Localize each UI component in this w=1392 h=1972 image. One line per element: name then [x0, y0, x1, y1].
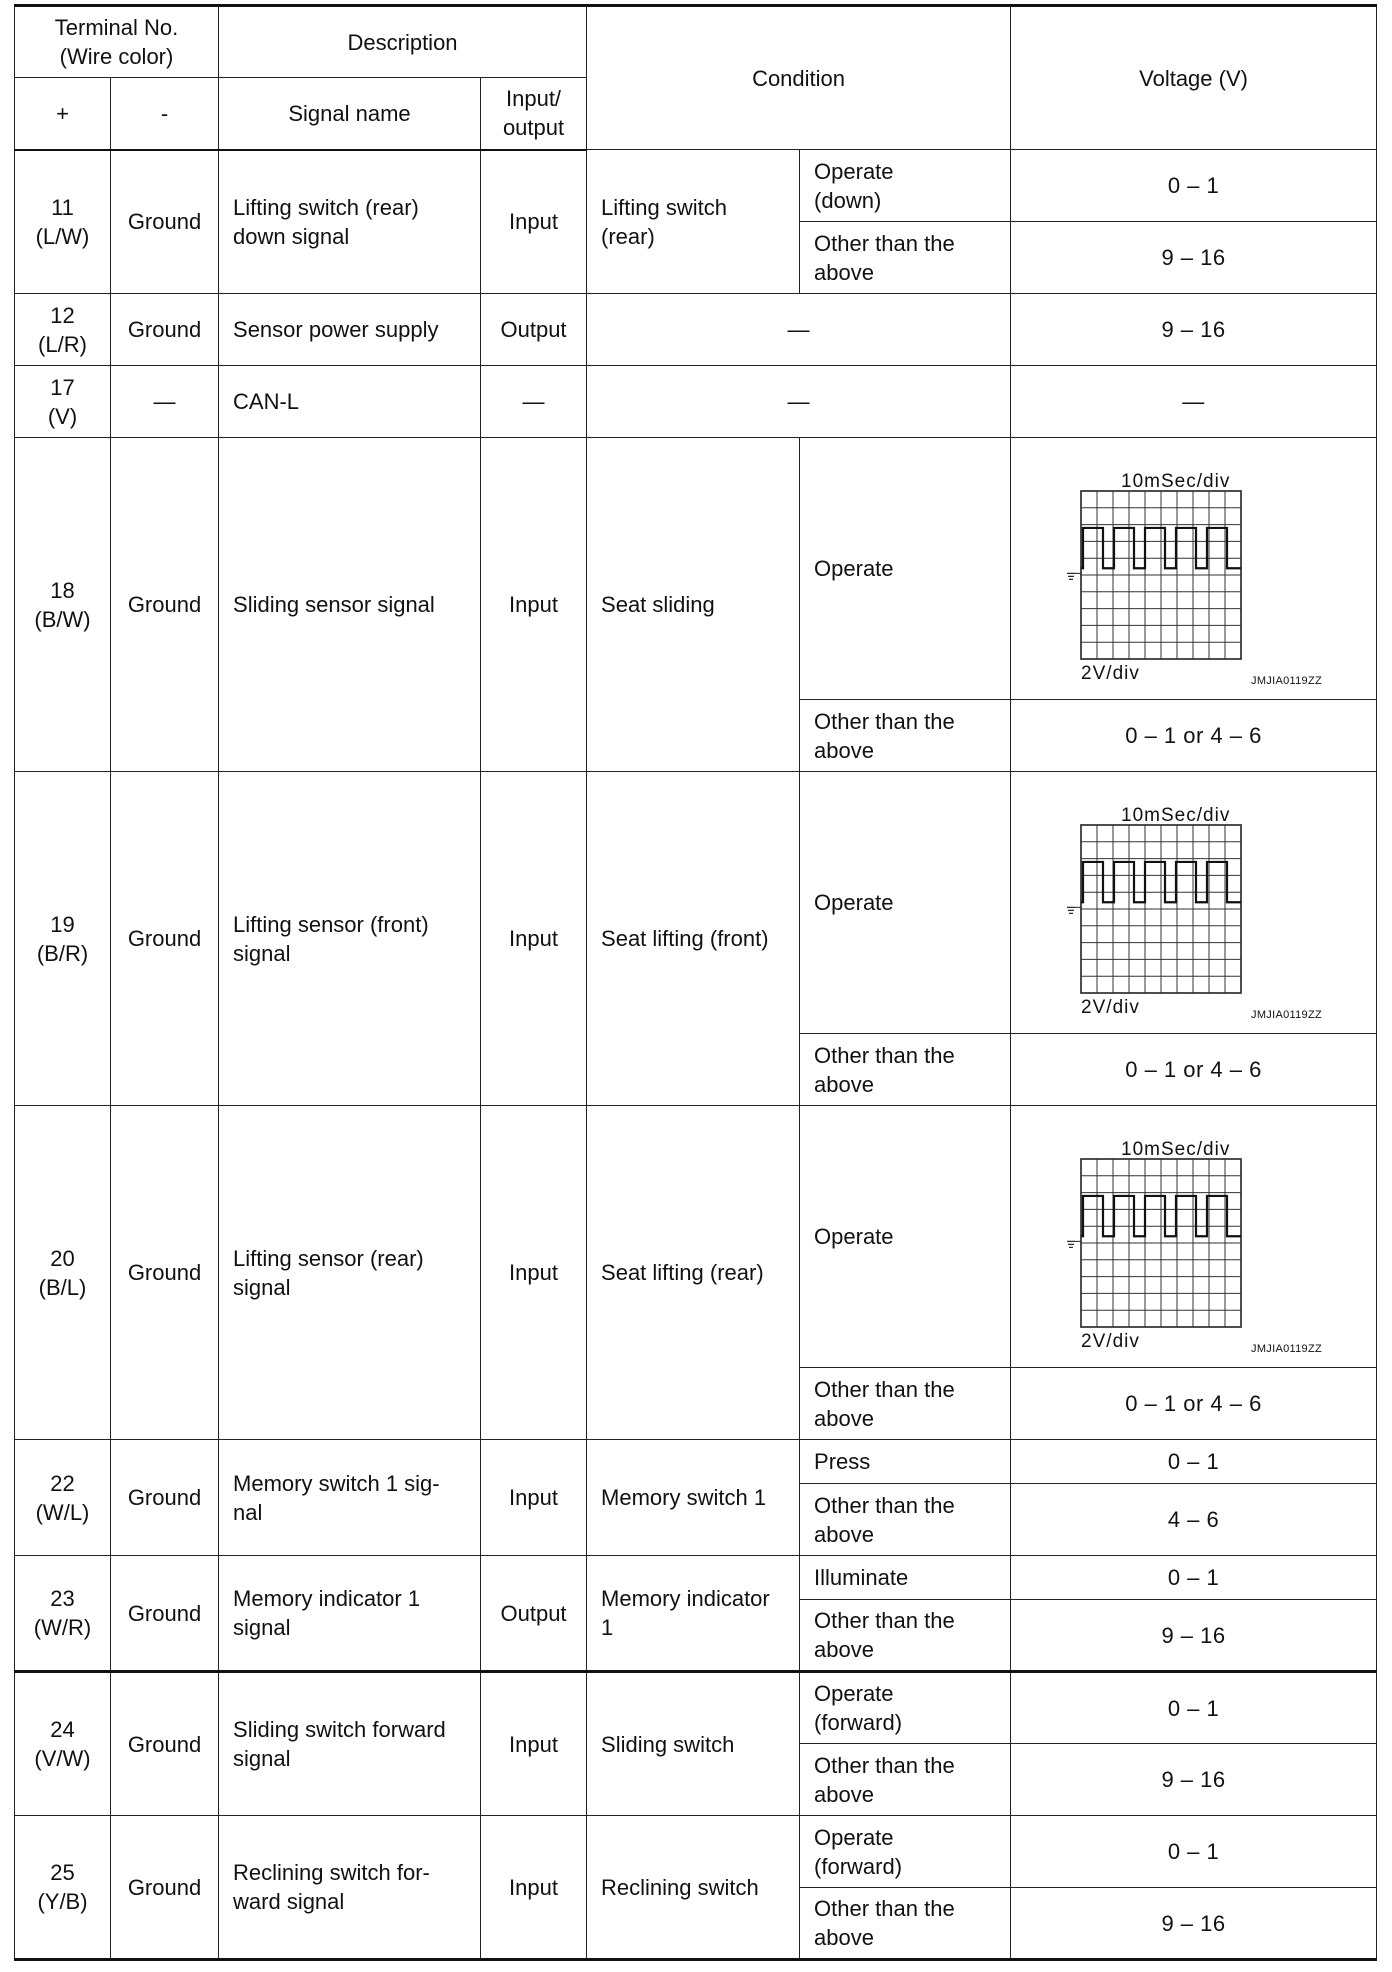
- signal-name-cell: [219, 1672, 481, 1816]
- waveform-cell: [1011, 1106, 1377, 1368]
- voltage-cell: 0 – 1: [1011, 1816, 1377, 1888]
- condition-cell: —: [587, 366, 1011, 438]
- voltage-cell: 0 – 1: [1011, 1440, 1377, 1484]
- sub-condition-line2: above: [814, 1405, 874, 1431]
- voltage-cell: 0 – 1: [1011, 1556, 1377, 1600]
- signal-name-line2: down signal: [233, 223, 350, 249]
- table-row: [15, 1816, 1377, 1888]
- wire-color: (Y/B): [37, 1889, 88, 1914]
- signal-name-cell: [219, 150, 481, 294]
- ground-cell: Ground: [111, 1106, 219, 1440]
- sub-condition-line1: Other than the: [814, 1042, 955, 1068]
- ground-cell: Ground: [111, 1816, 219, 1960]
- sub-condition-line1: Other than the: [814, 230, 955, 256]
- condition-cell: Memory switch 1: [587, 1440, 800, 1556]
- sub-condition-cell: Illuminate: [800, 1556, 1011, 1600]
- figure-id-label: JMJIA0119ZZ: [1251, 1342, 1322, 1355]
- terminal-cell: [15, 1556, 111, 1672]
- signal-name-line1: Sliding switch forward: [233, 1717, 446, 1742]
- terminal-cell: [15, 150, 111, 294]
- sub-condition-line1: Operate: [814, 158, 894, 184]
- condition-cell: Seat lifting (rear): [587, 1106, 800, 1440]
- sub-condition-line2: above: [814, 1521, 874, 1547]
- sub-condition-cell: [800, 1484, 1011, 1556]
- wire-color: (V): [47, 403, 78, 429]
- io-cell: —: [481, 366, 587, 438]
- condition-line1: Memory indicator: [601, 1586, 770, 1611]
- terminal-cell: [15, 438, 111, 772]
- terminal-number: 18: [50, 577, 75, 603]
- signal-name-line1: Lifting sensor (rear): [233, 1245, 424, 1271]
- header-input-output-line1: Input/: [506, 86, 562, 112]
- condition-cell: Reclining switch: [587, 1816, 800, 1960]
- signal-name-cell: [219, 1816, 481, 1960]
- ground-cell: Ground: [111, 1672, 219, 1816]
- sub-condition-cell: [800, 150, 1011, 222]
- io-cell: Input: [481, 772, 587, 1106]
- sub-condition-line1: Other than the: [814, 1608, 955, 1633]
- signal-name-line1: Memory indicator 1: [233, 1586, 421, 1611]
- sub-condition-line2: above: [814, 259, 874, 285]
- io-cell: Input: [481, 438, 587, 772]
- terminal-number: 11: [51, 194, 74, 220]
- table-row: [15, 1672, 1377, 1744]
- time-div-label: 10mSec/div: [1121, 804, 1231, 826]
- sub-condition-cell: Operate: [800, 438, 1011, 700]
- sub-condition-cell: [800, 222, 1011, 294]
- voltage-cell: 9 – 16: [1011, 1600, 1377, 1672]
- table-row: [15, 1556, 1377, 1600]
- wire-color: (B/R): [36, 940, 89, 966]
- voltage-cell: 9 – 16: [1011, 222, 1377, 294]
- signal-name-line2: signal: [233, 1615, 291, 1640]
- wire-color: (V/W): [34, 1746, 91, 1771]
- header-minus: -: [111, 78, 219, 150]
- sub-condition-cell: [800, 700, 1011, 772]
- ground-cell: Ground: [111, 150, 219, 294]
- sub-condition-line1: Other than the: [814, 1492, 955, 1518]
- header-input-output: [481, 78, 587, 150]
- condition-cell: Seat sliding: [587, 438, 800, 772]
- terminal-cell: [15, 1672, 111, 1816]
- voltage-cell: —: [1011, 366, 1377, 438]
- terminal-cell: [15, 772, 111, 1106]
- voltage-cell: 0 – 1 or 4 – 6: [1011, 700, 1377, 772]
- condition-cell: —: [587, 294, 1011, 366]
- sub-condition-line2: above: [814, 1071, 874, 1097]
- sub-condition-line2: above: [814, 1637, 874, 1662]
- voltage-cell: 9 – 16: [1011, 1888, 1377, 1960]
- time-div-label: 10mSec/div: [1121, 470, 1231, 492]
- sub-condition-line2: (forward): [814, 1710, 903, 1735]
- io-cell: Output: [481, 1556, 587, 1672]
- volt-div-label: 2V/div: [1081, 996, 1140, 1018]
- voltage-cell: 9 – 16: [1011, 294, 1377, 366]
- terminal-number: 22: [50, 1470, 75, 1496]
- ground-cell: Ground: [111, 1440, 219, 1556]
- sub-condition-line1: Other than the: [814, 708, 955, 734]
- signal-name-cell: [219, 1440, 481, 1556]
- ground-cell: Ground: [111, 294, 219, 366]
- volt-div-label: 2V/div: [1081, 1330, 1140, 1352]
- condition-cell: Seat lifting (front): [587, 772, 800, 1106]
- voltage-cell: 9 – 16: [1011, 1744, 1377, 1816]
- table-row: [15, 150, 1377, 222]
- io-cell: Input: [481, 1816, 587, 1960]
- wire-color: (L/R): [38, 331, 87, 357]
- header-condition: Condition: [587, 6, 1011, 150]
- sub-condition-cell: [800, 1888, 1011, 1960]
- ground-cell: Ground: [111, 1556, 219, 1672]
- sub-condition-cell: [800, 1600, 1011, 1672]
- header-voltage: Voltage (V): [1011, 6, 1377, 150]
- sub-condition-cell: Operate: [800, 772, 1011, 1034]
- header-wire-color-label: (Wire color): [59, 44, 174, 69]
- sub-condition-line1: Operate: [814, 1824, 894, 1850]
- terminal-number: 24: [50, 1717, 75, 1742]
- signal-name-cell: [219, 772, 481, 1106]
- signal-name-line2: signal: [233, 1746, 291, 1771]
- terminal-spec-table: [14, 4, 1377, 1961]
- header-terminal-no: [15, 6, 219, 78]
- terminal-number: 23: [50, 1586, 75, 1611]
- signal-name-line1: Lifting switch (rear): [233, 194, 419, 220]
- voltage-cell: 0 – 1 or 4 – 6: [1011, 1368, 1377, 1440]
- sub-condition-line2: (down): [814, 187, 882, 213]
- terminal-cell: [15, 294, 111, 366]
- io-cell: Output: [481, 294, 587, 366]
- sub-condition-line1: Other than the: [814, 1376, 955, 1402]
- voltage-cell: 4 – 6: [1011, 1484, 1377, 1556]
- wire-color: (B/W): [34, 606, 91, 632]
- terminal-number: 20: [50, 1245, 75, 1271]
- terminal-number: 19: [50, 911, 75, 937]
- voltage-cell: 0 – 1: [1011, 1672, 1377, 1744]
- header-plus: +: [15, 78, 111, 150]
- io-cell: Input: [481, 1672, 587, 1816]
- signal-name-cell: [219, 1556, 481, 1672]
- sub-condition-cell: [800, 1672, 1011, 1744]
- signal-name-line1: Lifting sensor (front): [233, 911, 429, 937]
- sub-condition-line2: above: [814, 1925, 874, 1950]
- time-div-label: 10mSec/div: [1121, 1138, 1231, 1160]
- terminal-number: 17: [50, 374, 75, 400]
- condition-cell: [587, 150, 800, 294]
- io-cell: Input: [481, 1106, 587, 1440]
- condition-cell: [587, 1556, 800, 1672]
- header-signal-name: Signal name: [219, 78, 481, 150]
- table-row: [15, 1106, 1377, 1368]
- terminal-cell: [15, 1440, 111, 1556]
- signal-name-line1: Memory switch 1 sig-: [233, 1470, 440, 1496]
- header-terminal-no-label: Terminal No.: [54, 15, 179, 40]
- header-input-output-line2: output: [502, 115, 565, 141]
- sub-condition-cell: [800, 1368, 1011, 1440]
- table-row: [15, 772, 1377, 1034]
- terminal-number: 25: [50, 1860, 75, 1885]
- figure-id-label: JMJIA0119ZZ: [1251, 1008, 1322, 1021]
- wire-color: (W/R): [33, 1615, 92, 1640]
- terminal-number: 12: [50, 302, 75, 328]
- header-description: Description: [219, 6, 587, 78]
- sub-condition-cell: [800, 1744, 1011, 1816]
- signal-name-cell: CAN-L: [219, 366, 481, 438]
- io-cell: Input: [481, 1440, 587, 1556]
- sub-condition-line1: Operate: [814, 1681, 894, 1706]
- terminal-cell: [15, 1816, 111, 1960]
- voltage-cell: 0 – 1: [1011, 150, 1377, 222]
- signal-name-cell: [219, 1106, 481, 1440]
- ground-cell: Ground: [111, 772, 219, 1106]
- terminal-cell: [15, 366, 111, 438]
- sub-condition-cell: [800, 1034, 1011, 1106]
- signal-name-cell: Sensor power supply: [219, 294, 481, 366]
- condition-line1: Lifting switch: [601, 194, 727, 220]
- voltage-cell: 0 – 1 or 4 – 6: [1011, 1034, 1377, 1106]
- sub-condition-line1: Other than the: [814, 1752, 955, 1778]
- wire-color: (B/L): [38, 1274, 87, 1300]
- sub-condition-line2: above: [814, 737, 874, 763]
- condition-line2: 1: [601, 1615, 614, 1640]
- table-row: [15, 294, 1377, 366]
- figure-id-label: JMJIA0119ZZ: [1251, 674, 1322, 687]
- volt-div-label: 2V/div: [1081, 662, 1140, 684]
- signal-name-line1: Reclining switch for-: [233, 1860, 430, 1885]
- sub-condition-cell: Press: [800, 1440, 1011, 1484]
- signal-name-line2: signal: [233, 1274, 291, 1300]
- signal-name-line2: signal: [233, 940, 291, 966]
- ground-cell: —: [111, 366, 219, 438]
- waveform-cell: [1011, 438, 1377, 700]
- signal-name-line2: ward signal: [233, 1889, 345, 1914]
- signal-name-cell: Sliding sensor signal: [219, 438, 481, 772]
- io-cell: Input: [481, 150, 587, 294]
- table-row: [15, 438, 1377, 700]
- condition-line2: (rear): [601, 223, 655, 249]
- sub-condition-line1: Other than the: [814, 1896, 955, 1921]
- sub-condition-cell: Operate: [800, 1106, 1011, 1368]
- condition-cell: Sliding switch: [587, 1672, 800, 1816]
- table-row: [15, 366, 1377, 438]
- sub-condition-cell: [800, 1816, 1011, 1888]
- terminal-cell: [15, 1106, 111, 1440]
- ground-cell: Ground: [111, 438, 219, 772]
- waveform-cell: [1011, 772, 1377, 1034]
- wire-color: (W/L): [35, 1499, 90, 1525]
- table-row: [15, 1440, 1377, 1484]
- sub-condition-line2: (forward): [814, 1853, 903, 1879]
- wire-color: (L/W): [35, 223, 90, 249]
- sub-condition-line2: above: [814, 1781, 874, 1807]
- signal-name-line2: nal: [233, 1499, 263, 1525]
